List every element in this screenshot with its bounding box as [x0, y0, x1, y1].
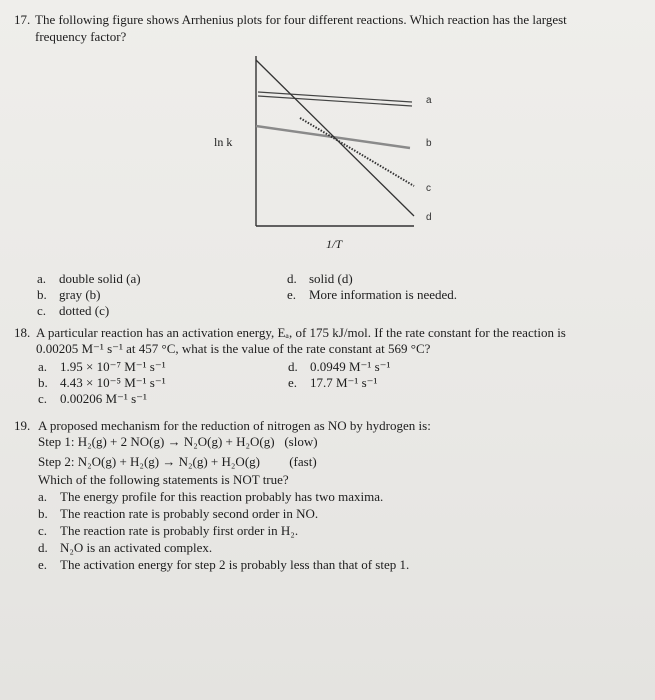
choice-letter: b. — [37, 287, 47, 302]
question-number: 18. — [14, 325, 31, 340]
choice-text: The activation energy for step 2 is probably less than that of step 1. — [60, 557, 410, 572]
choice-d — [287, 271, 353, 287]
line-label-d: d — [426, 212, 432, 223]
choice-letter: c. — [37, 303, 47, 318]
choice-c — [38, 391, 147, 407]
question-number: 17. — [14, 12, 31, 27]
choice-text: solid (d) — [309, 271, 353, 286]
choice-text: N₂O is an activated complex. — [60, 540, 213, 555]
choice-text: double solid (a) — [59, 271, 141, 286]
choice-letter: d. — [288, 359, 298, 374]
choice-letter: b. — [38, 375, 48, 390]
choice-letter: b. — [38, 506, 48, 521]
choice-text: 0.0949 M⁻¹ s⁻¹ — [310, 359, 391, 374]
choice-letter: a. — [37, 271, 47, 286]
choice-letter: c. — [38, 391, 48, 406]
choice-text: dotted (c) — [59, 303, 110, 318]
choice-letter: e. — [287, 287, 297, 302]
choice-a — [38, 489, 383, 505]
choice-e — [288, 375, 377, 391]
choice-c — [38, 523, 298, 539]
question-19 — [0, 412, 655, 582]
choice-text: The reaction rate is probably first order in H₂. — [60, 523, 299, 538]
question-18 — [0, 320, 655, 410]
question-17 — [0, 0, 655, 320]
choice-a — [38, 359, 166, 375]
choice-b — [38, 375, 166, 391]
choice-letter: a. — [38, 359, 48, 374]
choice-text: 1.95 × 10⁻⁷ M⁻¹ s⁻¹ — [60, 359, 166, 374]
mechanism-step2: Step 2: N₂O(g) + H₂(g) → N₂(g) + H₂O(g) (fast) — [38, 454, 317, 469]
choice-letter: e. — [288, 375, 298, 390]
choice-text: The energy profile for this reaction probably has two maxima. — [60, 489, 384, 504]
question-prompt: Which of the following statements is NOT true? — [38, 472, 289, 487]
question-text-line1: A proposed mechanism for the reduction of nitrogen as NO by hydrogen is: — [38, 418, 431, 433]
choice-text: The reaction rate is probably second order in NO. — [60, 506, 319, 521]
choice-letter: a. — [38, 489, 48, 504]
question-text-line1: A particular reaction has an activation energy, Eₐ, of 175 kJ/mol. If the rate constant for the reaction is — [36, 325, 566, 340]
question-text-line1: The following figure shows Arrhenius plots for four different reactions. Which reaction has the largest — [35, 12, 567, 27]
choice-b — [38, 506, 318, 522]
choice-text: gray (b) — [59, 287, 101, 302]
choice-text: 4.43 × 10⁻⁵ M⁻¹ s⁻¹ — [60, 375, 166, 390]
choice-text: 0.00206 M⁻¹ s⁻¹ — [60, 391, 147, 406]
choice-d — [38, 540, 212, 556]
choice-letter: d. — [38, 540, 48, 555]
x-axis-label: 1/T — [326, 237, 343, 251]
choice-text: More information is needed. — [309, 287, 458, 302]
line-d — [256, 60, 414, 216]
line-label-c: c — [426, 183, 431, 194]
choice-letter: e. — [38, 557, 48, 572]
question-text-line2: frequency factor? — [35, 29, 127, 44]
choice-e — [38, 557, 409, 573]
y-axis-label: ln k — [214, 135, 233, 149]
choice-letter: d. — [287, 271, 297, 286]
line-label-b: b — [426, 138, 432, 149]
arrhenius-plot — [0, 40, 655, 300]
choice-text: 17.7 M⁻¹ s⁻¹ — [310, 375, 378, 390]
choice-letter: c. — [38, 523, 48, 538]
line-label-a: a — [426, 95, 432, 106]
choice-d — [288, 359, 390, 375]
choice-b — [37, 287, 101, 303]
choice-a — [37, 271, 141, 287]
line-c — [300, 118, 414, 186]
choice-c — [37, 303, 109, 319]
question-number: 19. — [14, 418, 31, 433]
mechanism-step1: Step 1: H₂(g) + 2 NO(g) → N₂O(g) + H₂O(g) (slow) — [38, 434, 318, 449]
question-text-line2: 0.00205 M⁻¹ s⁻¹ at 457 °C, what is the value of the rate constant at 569 °C? — [36, 341, 431, 356]
line-b — [256, 126, 410, 148]
choice-e — [287, 287, 457, 303]
